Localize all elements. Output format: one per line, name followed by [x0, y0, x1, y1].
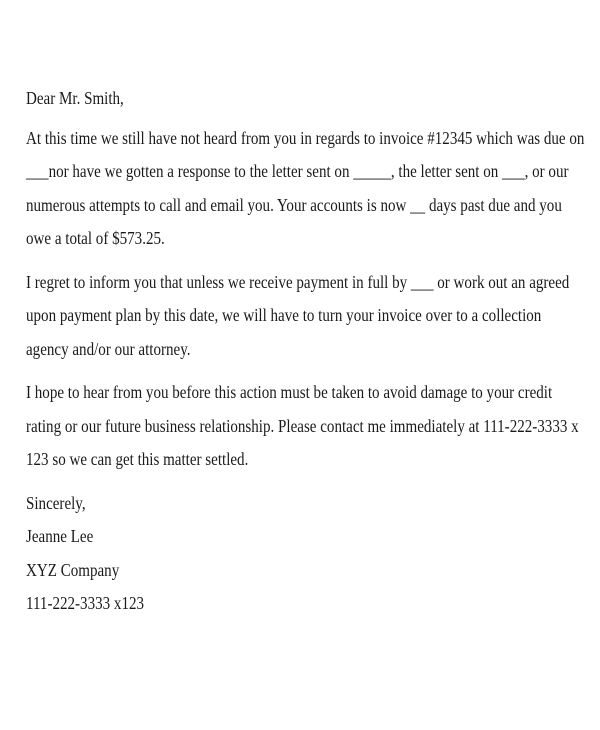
signer-name: Jeanne Lee [26, 526, 94, 546]
letter-body [26, 82, 585, 621]
closing: Sincerely, [26, 492, 86, 513]
phone-number: 111-222-3333 x123 [26, 593, 145, 613]
company-name: XYZ Company [26, 559, 120, 580]
signature-block [26, 487, 586, 621]
salutation: Dear Mr. Smith, [26, 88, 124, 108]
paragraph-collection-warning: I regret to inform you that unless we receive payment in full by ___ or work out an agreed upon payment plan by this date, we will have to turn your invoice over to a collection agency and/or our attorney. [26, 271, 570, 359]
paragraph-contact-request: I hope to hear from you before this action must be taken to avoid damage to your credit rating or our future business relationship. Please contact me immediately at 111-222-3333 x 123 so we can get this matter settled. [26, 382, 579, 469]
paragraph-overdue-notice: At this time we still have not heard from you in regards to invoice #12345 which was due on ___nor have we gotten a response to the letter sent on _____, the letter sent on ___, or our numerous attempts to call and email you. Your accounts is now __ days past due and you owe a total of $573.25. [26, 127, 585, 248]
